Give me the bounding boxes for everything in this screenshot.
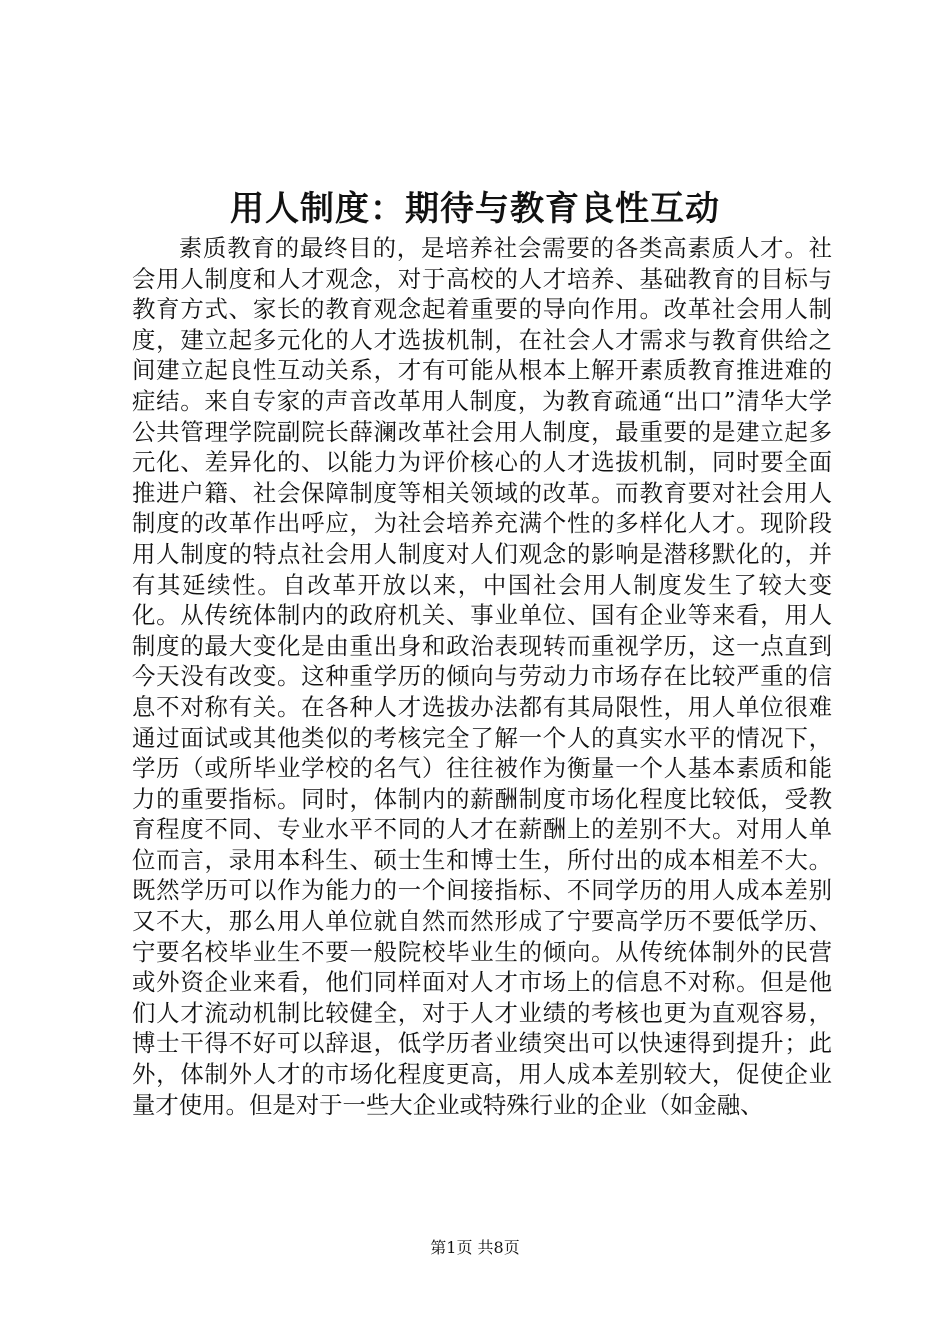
body-paragraph: 素质教育的最终目的，是培养社会需要的各类高素质人才。社会用人制度和人才观念，对于高校的人才培养、基础教育的目标与教育方式、家长的教育观念起着重要的导向作用。改革社会用人制度，建立起多元化的人才选拔机制，在社会人才需求与教育供给之间建立起良性互动关系，才有可能从根本上解开素质教育推进难的症结。来自专家的声音改革用人制度，为教育疏通“出口”清华大学公共管理学院副院长薛澜改革社会用人制度，最重要的是建立起多元化、差异化的、以能力为评价核心的人才选拔机制，同时要全面推进户籍、社会保障制度等相关领域的改革。而教育要对社会用人制度的改革作出呼应，为社会培养充满个性的多样化人才。现阶段用人制度的特点社会用人制度对人们观念的影响是潜移默化的，并有其延续性。自改革开放以来，中国社会用人制度发生了较大变化。从传统体制内的政府机关、事业单位、国有企业等来看，用人制度的最大变化是由重出身和政治表现转而重视学历，这一点直到今天没有改变。这种重学历的倾向与劳动力市场存在比较严重的信息不对称有关。在各种人才选拔办法都有其局限性，用人单位很难通过面试或其他类似的考核完全了解一个人的真实水平的情况下，学历（或所毕业学校的名气）往往被作为衡量一个人基本素质和能力的重要指标。同时，体制内的薪酬制度市场化程度比较低，受教育程度不同、专业水平不同的人才在薪酬上的差别不大。对用人单位而言，录用本科生、硕士生和博士生，所付出的成本相差不大。既然学历可以作为能力的一个间接指标、不同学历的用人成本差别又不大，那么用人单位就自然而然形成了宁要高学历不要低学历、宁要名校毕业生不要一般院校毕业生的倾向。从传统体制外的民营或外资企业来看，他们同样面对人才市场上的信息不对称。但是他们人才流动机制比较健全，对于人才业绩的考核也更为直观容易，博士干得不好可以辞退，低学历者业绩突出可以快速得到提升；此外，体制外人才的市场化程度更高，用人成本差别较大，促使企业量才使用。但是对于一些大企业或特殊行业的企业（如金融、 bbox=[132, 234, 832, 1119]
document-title: 用人制度：期待与教育良性互动 bbox=[230, 189, 720, 229]
page-number-footer: 第1页 共8页 bbox=[430, 1238, 520, 1257]
